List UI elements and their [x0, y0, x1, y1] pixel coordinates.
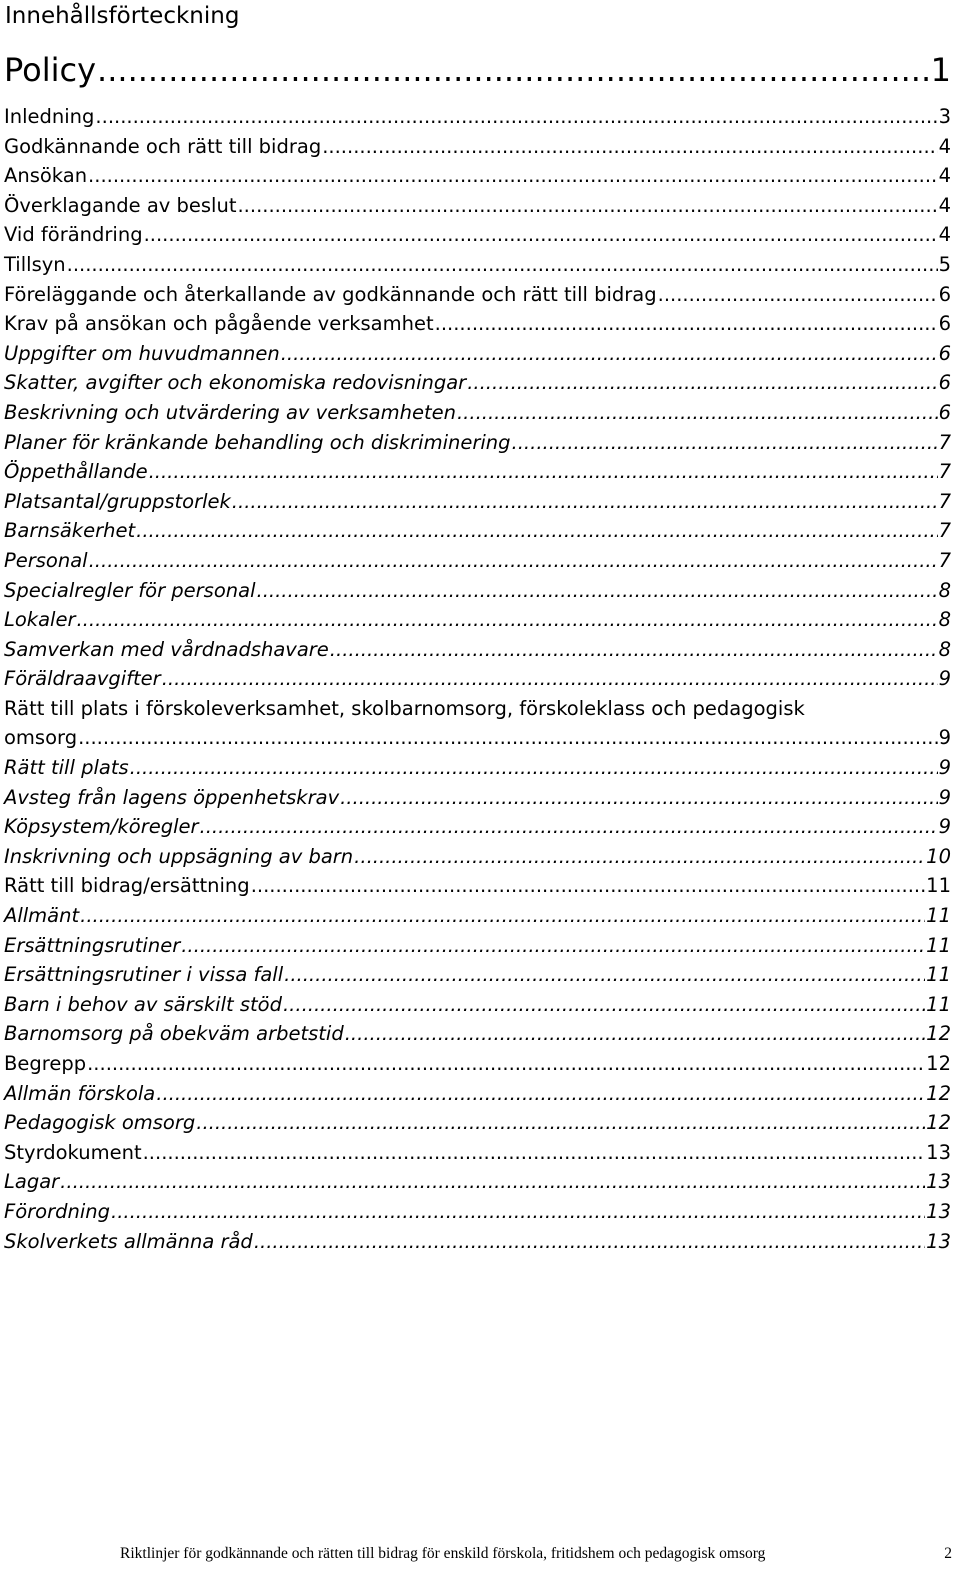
toc-entry-label: Styrdokument: [4, 1140, 142, 1164]
toc-entry[interactable]: [4, 901, 951, 931]
dot-leader: [435, 309, 938, 339]
toc-entry[interactable]: [4, 783, 951, 813]
toc-entry-label: Ersättningsrutiner: [4, 933, 181, 957]
toc-entry-page: 5: [938, 252, 951, 276]
toc-entry-page: 11: [926, 992, 951, 1016]
toc-entry-label: Godkännande och rätt till bidrag: [4, 134, 322, 158]
toc-entry-page: 4: [938, 164, 951, 188]
toc-entry[interactable]: [4, 428, 951, 458]
table-of-contents: [4, 102, 951, 1256]
toc-entry-label: Öppethållande: [4, 460, 148, 484]
toc-entry-label: Förordning: [4, 1199, 111, 1223]
toc-entry[interactable]: [4, 1167, 951, 1197]
toc-entry-page: 6: [938, 282, 951, 306]
toc-entry[interactable]: [4, 1197, 951, 1227]
toc-entry-label: Föräldraavgifter: [4, 667, 161, 691]
dot-leader: [78, 723, 938, 753]
toc-entry[interactable]: [4, 457, 951, 487]
toc-entry[interactable]: [4, 161, 951, 191]
toc-entry[interactable]: [4, 1227, 951, 1257]
toc-entry-label: Avsteg från lagens öppenhetskrav: [4, 785, 340, 809]
dot-leader: [345, 1019, 925, 1049]
footer-page-number: 2: [944, 1545, 952, 1562]
toc-entry-label: Platsantal/gruppstorlek: [4, 489, 231, 513]
toc-entry[interactable]: [4, 368, 951, 398]
toc-entry-label: Pedagogisk omsorg: [4, 1111, 196, 1135]
dot-leader: [237, 191, 937, 221]
toc-entry-label: Barn i behov av särskilt stöd: [4, 992, 282, 1016]
toc-entry-page: 13: [926, 1229, 951, 1253]
toc-entry-page: 12: [926, 1052, 951, 1075]
toc-entry-label: Uppgifter om huvudmannen: [4, 341, 280, 365]
toc-entry-page: 4: [938, 193, 951, 217]
toc-entry-page: 11: [926, 963, 951, 987]
toc-entry-label: Tillsyn: [4, 252, 66, 276]
toc-entry[interactable]: [4, 102, 951, 132]
toc-entry[interactable]: [4, 1138, 951, 1168]
toc-entry-page: 8: [938, 637, 951, 661]
toc-entry-label: Specialregler för personal: [4, 578, 256, 602]
toc-entry-label: Rätt till plats i förskoleverksamhet, skolbarnomsorg, förskoleklass och pedagogisk: [4, 696, 805, 720]
toc-entry-page: 6: [938, 400, 951, 424]
dot-leader: [60, 1167, 925, 1197]
toc-entry[interactable]: [4, 546, 951, 576]
toc-entry-label: Barnsäkerhet: [4, 519, 136, 543]
dot-leader: [251, 871, 925, 901]
dot-leader: [457, 398, 938, 428]
toc-entry[interactable]: [4, 664, 951, 694]
toc-entry-label: Barnomsorg på obekväm arbetstid: [4, 1022, 344, 1046]
toc-entry-page: 11: [926, 904, 951, 928]
toc-entry-page: 12: [926, 1022, 951, 1046]
toc-entry-label: Köpsystem/köregler: [4, 815, 199, 839]
toc-entry-page: 9: [938, 815, 951, 839]
dot-leader: [232, 487, 938, 517]
toc-entry[interactable]: [4, 309, 951, 339]
toc-entry-label: Samverkan med vårdnadshavare: [4, 637, 329, 661]
dot-leader: [97, 50, 930, 90]
dot-leader: [340, 783, 937, 813]
toc-entry-label: Allmän förskola: [4, 1081, 156, 1105]
dot-leader: [88, 161, 938, 191]
toc-entry-page: 12: [926, 1081, 951, 1105]
toc-entry[interactable]: [4, 605, 951, 635]
dot-leader: [283, 990, 925, 1020]
toc-entry[interactable]: [4, 1108, 951, 1138]
toc-entry-page: 9: [938, 726, 951, 750]
toc-entry-page: 10: [926, 844, 951, 868]
toc-entry-label: Överklagande av beslut: [4, 193, 237, 217]
toc-heading: Innehållsförteckning: [5, 3, 240, 29]
toc-entry[interactable]: [4, 931, 951, 961]
toc-entry-page: 1: [930, 51, 951, 89]
dot-leader: [196, 1108, 925, 1138]
toc-entry-page: 9: [938, 785, 951, 809]
toc-entry[interactable]: [4, 398, 951, 428]
toc-entry-label: Lokaler: [4, 608, 76, 632]
dot-leader: [156, 1079, 925, 1109]
toc-entry-page: 3: [938, 105, 951, 128]
dot-leader: [512, 428, 938, 458]
dot-leader: [284, 960, 925, 990]
toc-entry-page: 7: [938, 430, 951, 454]
dot-leader: [254, 1227, 925, 1257]
toc-entry-label: Policy: [4, 51, 97, 89]
toc-entry-label: Skolverkets allmänna råd: [4, 1229, 253, 1253]
toc-entry-page: 13: [926, 1199, 951, 1223]
toc-entry-label: Inledning: [4, 105, 95, 128]
dot-leader: [322, 132, 937, 162]
toc-entry[interactable]: [4, 812, 951, 842]
footer-text: Riktlinjer för godkännande och rätten till bidrag för enskild förskola, fritidshem och pedagogisk omsorg: [120, 1545, 766, 1562]
toc-entry[interactable]: [4, 191, 951, 221]
toc-entry[interactable]: [4, 753, 951, 783]
toc-entry[interactable]: [4, 516, 951, 546]
dot-leader: [467, 368, 937, 398]
toc-entry-label: Begrepp: [4, 1052, 87, 1075]
toc-entry-label: Skatter, avgifter och ekonomiska redovisningar: [4, 371, 467, 395]
toc-entry[interactable]: [4, 871, 951, 901]
dot-leader: [143, 1138, 926, 1168]
toc-entry-page: 9: [938, 756, 951, 780]
dot-leader: [281, 339, 938, 369]
toc-entry-label: Krav på ansökan och pågående verksamhet: [4, 312, 434, 336]
toc-entry-page: 8: [938, 608, 951, 632]
toc-entry-page: 9: [938, 667, 951, 691]
toc-entry[interactable]: [4, 280, 951, 310]
toc-entry-page: 6: [938, 312, 951, 336]
dot-leader: [136, 516, 937, 546]
toc-entry-page: 12: [926, 1111, 951, 1135]
toc-entry-page: 13: [926, 1170, 951, 1194]
dot-leader: [257, 576, 938, 606]
toc-entry[interactable]: [4, 842, 951, 872]
toc-entry[interactable]: [4, 635, 951, 665]
toc-entry-label: Ansökan: [4, 164, 88, 188]
toc-entry-page: 7: [938, 548, 951, 572]
toc-entry-page: 7: [938, 489, 951, 513]
toc-entry[interactable]: [4, 339, 951, 369]
toc-entry-page: 8: [938, 578, 951, 602]
toc-entry[interactable]: [4, 1049, 951, 1079]
toc-entry-page: 7: [938, 460, 951, 484]
dot-leader: [87, 1049, 925, 1079]
toc-entry-page: 7: [938, 519, 951, 543]
toc-entry[interactable]: [4, 960, 951, 990]
dot-leader: [80, 901, 925, 931]
toc-entry-label: Rätt till plats: [4, 756, 129, 780]
toc-entry-page: 6: [938, 371, 951, 395]
toc-entry-label: Föreläggande och återkallande av godkännande och rätt till bidrag: [4, 282, 657, 306]
dot-leader: [162, 664, 938, 694]
dot-leader: [67, 250, 938, 280]
dot-leader: [181, 931, 925, 961]
toc-entry[interactable]: [4, 487, 951, 517]
toc-entry-page: 6: [938, 341, 951, 365]
toc-entry-label: Inskrivning och uppsägning av barn: [4, 844, 354, 868]
toc-entry[interactable]: [4, 694, 951, 753]
dot-leader: [330, 635, 938, 665]
toc-entry[interactable]: [4, 220, 951, 250]
toc-entry[interactable]: [4, 990, 951, 1020]
toc-entry-label: Allmänt: [4, 904, 80, 928]
toc-entry-page: 11: [926, 874, 951, 898]
dot-leader: [658, 280, 938, 310]
toc-entry-page: 4: [938, 134, 951, 158]
dot-leader: [89, 546, 938, 576]
toc-entry[interactable]: [4, 132, 951, 162]
toc-entry-label: Planer för kränkande behandling och diskriminering: [4, 430, 511, 454]
toc-entry-page: 4: [938, 223, 951, 247]
page-footer: [120, 1544, 952, 1564]
toc-entry-label: Rätt till bidrag/ersättning: [4, 874, 250, 898]
dot-leader: [200, 812, 938, 842]
toc-entry-label: Lagar: [4, 1170, 60, 1194]
toc-entry-label: Vid förändring: [4, 223, 143, 247]
toc-entry-page: 13: [926, 1140, 951, 1164]
toc-entry-label-continued: omsorg: [4, 726, 78, 750]
dot-leader: [76, 605, 937, 635]
dot-leader: [354, 842, 925, 872]
toc-entry[interactable]: [4, 250, 951, 280]
toc-entry[interactable]: [4, 576, 951, 606]
toc-entry-label: Ersättningsrutiner i vissa fall: [4, 963, 284, 987]
dot-leader: [95, 102, 937, 132]
dot-leader: [130, 753, 938, 783]
toc-entry-policy[interactable]: [4, 50, 951, 90]
dot-leader: [111, 1197, 925, 1227]
dot-leader: [149, 457, 938, 487]
dot-leader: [144, 220, 938, 250]
toc-entry[interactable]: [4, 1079, 951, 1109]
toc-entry-page: 11: [926, 933, 951, 957]
toc-entry[interactable]: [4, 1019, 951, 1049]
toc-entry-label: Beskrivning och utvärdering av verksamheten: [4, 400, 456, 424]
toc-entry-label: Personal: [4, 548, 88, 572]
